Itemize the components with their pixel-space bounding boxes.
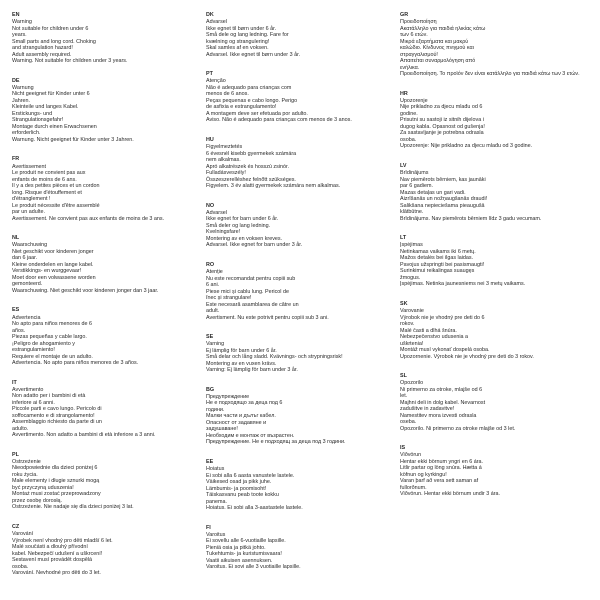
warning-text-line: Upozornenie. Výrobok nie je vhodný pre deti do 3 rokov.: [400, 353, 534, 360]
warning-text-line: Små delar och lång sladd. Kvävnings- och strypningsrisk!: [206, 354, 343, 361]
warning-text-line: Montaż musi zostać przeprowadzony: [12, 491, 101, 498]
warning-text-line: osoba.: [12, 563, 29, 570]
warning-text-line: de asfixia e estrangulamento!: [206, 104, 277, 111]
warning-section: [12, 156, 202, 222]
warning-text-line: uškrtenia!: [400, 340, 424, 347]
warning-text-line: Montáž musí vykonať dospelá osoba.: [400, 347, 490, 354]
warning-text-line: Viðvörun. Hentar ekki börnum undir 3 ára.: [400, 491, 500, 498]
warning-section: [206, 71, 396, 124]
language-code: FR: [12, 156, 20, 163]
warning-text-line: roku życia.: [12, 471, 38, 478]
warning-section: [400, 445, 590, 498]
warning-text-line: Apró alkatrészek és hosszú zsinór.: [206, 163, 289, 170]
warning-text-line: Not suitable for children under 6: [12, 25, 89, 32]
warning-text-line: Nieodpowiednie dla dzieci poniżej 6: [12, 465, 98, 472]
warning-section: [12, 78, 202, 144]
warning-text-line: Hoiatus. Ei sobi alla 3-aastastele lastele.: [206, 505, 303, 512]
warning-text-line: Avvertimento. Non adatto a bambini di età inferiore a 3 anni.: [12, 432, 156, 439]
warning-text-line: Προειδοποίηση: [400, 19, 437, 26]
warning-text-line: Kleine onderdelen en lange kabel.: [12, 261, 94, 268]
warning-text-line: Piccole parti e cavo lungo. Pericolo di: [12, 406, 102, 413]
warning-text-line: Pieniä osia ja pitkä johto.: [206, 544, 266, 551]
warning-text-line: gemonteerd.: [12, 281, 43, 288]
warning-text-line: Mažos detalės bei ilgas laidas.: [400, 255, 474, 262]
warning-text-line: Brīdinājums: [400, 170, 429, 177]
warning-text-line: menos de 6 anos.: [206, 91, 249, 98]
language-code: NO: [206, 202, 215, 209]
warning-text-line: Malé součásti a dlouhý přívodní: [12, 544, 88, 551]
warning-text-line: Figyelem. 3 év alatti gyermekek számára nem alkalmas.: [206, 183, 341, 190]
warning-text-line: Ostrzeżenie. Nie nadaje się dla dzieci poniżej 3 lat.: [12, 504, 134, 511]
warning-text-line: Jahren.: [12, 97, 30, 104]
warning-text-line: Ακατάλληλο για παιδιά ηλικίας κάτω: [400, 25, 486, 32]
warning-text-line: rokov.: [400, 321, 415, 328]
warning-text-line: Výrobek není vhodný pro děti mladší 6 let.: [12, 537, 113, 544]
warning-text-line: Advarsel: [206, 209, 227, 216]
warning-text-line: Surinkimui reikalingas suaugęs: [400, 268, 475, 275]
warning-text-line: Warnung: [12, 84, 34, 91]
warning-text-line: καλώδιο. Κίνδυνος πνιγμού και: [400, 45, 474, 52]
warning-text-line: Figyelmeztetés: [206, 144, 243, 151]
language-code: SL: [400, 373, 407, 380]
warning-text-line: Verstikkings- en wurggevaar!: [12, 268, 82, 275]
column-2: [206, 12, 396, 584]
warning-text-line: Atenție: [206, 269, 223, 276]
language-code: HU: [206, 136, 214, 143]
warning-text-line: zadušitve in zadavitve!: [400, 406, 455, 413]
language-code: BG: [206, 386, 215, 393]
warning-text-line: Nav piemērots bērniem, kas jaunāki: [400, 176, 486, 183]
warning-text-line: Įspėjimas: [400, 242, 423, 249]
warning-text-line: Atenção: [206, 78, 226, 85]
warning-text-line: Waarschuwing: [12, 242, 48, 249]
warning-text-line: Ikke egnet for barn under 6 år.: [206, 216, 279, 223]
warning-text-line: Ei sobi alla 6 aasta vanustele lastele.: [206, 472, 295, 479]
warning-text-line: Moet door een volwassene worden: [12, 274, 96, 281]
warning-text-line: Viðvörun: [400, 452, 422, 459]
warning-text-line: Väikesed osad ja pikk juhe.: [206, 479, 272, 486]
warning-text-line: Nicht geeignet für Kinder unter 6: [12, 91, 90, 98]
column-3: [400, 12, 590, 511]
warning-text-line: žmogus.: [400, 274, 421, 281]
warning-text-line: Upozorenje: Nije prikladno za djecu mlađu od 3 godine.: [400, 143, 533, 150]
language-code: NL: [12, 235, 20, 242]
warning-text-line: Не е подходящо за деца под 6: [206, 400, 283, 407]
warning-text-line: Fulladásveszély!: [206, 170, 246, 177]
warning-text-line: Small parts and long cord. Choking: [12, 38, 96, 45]
warning-text-line: 6 ani.: [206, 282, 220, 289]
language-code: SE: [206, 334, 214, 341]
warning-text-line: Le produit ne convient pas aux: [12, 170, 86, 177]
warning-text-line: Piese mici și cablu lung. Pericol de: [206, 288, 289, 295]
warning-text-line: Warnung. Nicht geeignet für Kinder unter 3 Jahren.: [12, 136, 134, 143]
warning-text-line: dan 6 jaar.: [12, 255, 38, 262]
warning-text-line: godine.: [400, 110, 418, 117]
warning-text-line: Varování: [12, 531, 34, 538]
warning-text-line: Brīdinājums. Nav piemērots bērniem līdz 3 gadu vecumam.: [400, 215, 542, 222]
warning-text-line: Warning: [12, 19, 32, 26]
warning-text-line: години.: [206, 406, 225, 413]
warning-text-line: par 6 gadiem.: [400, 183, 433, 190]
warning-text-line: Vaatii aikuisen asennuksen.: [206, 557, 273, 564]
warning-section: [12, 307, 202, 366]
language-code: PL: [12, 451, 19, 458]
warning-text-line: Tukehtumis- ja kuristumisvaara!: [206, 551, 282, 558]
warning-text-line: let.: [400, 393, 408, 400]
language-code: FI: [206, 524, 211, 531]
language-code: LT: [400, 235, 407, 242]
warning-text-line: kabel. Nebezpečí udušení a uškrcení!: [12, 550, 103, 557]
warning-text-line: years.: [12, 32, 27, 39]
warning-text-line: Upozorenje: [400, 97, 428, 104]
warning-text-line: Varování. Nevhodné pro děti do 3 let.: [12, 570, 101, 577]
warning-section: [206, 459, 396, 512]
warning-text-line: Nebezpečenstvo udusenia a: [400, 334, 469, 341]
warning-text-line: Įspėjimas. Netinka jaunesniems nei 3 metų vaikams.: [400, 281, 526, 288]
warning-text-line: być przyczyną uduszenia!: [12, 484, 74, 491]
warning-text-line: fullorðnum.: [400, 484, 427, 491]
column-1: [12, 12, 202, 590]
language-code: HR: [400, 90, 408, 97]
warning-text-line: Varan þarf að vera sett saman af: [400, 478, 479, 485]
warning-text-line: Skal samles af en voksen.: [206, 45, 269, 52]
warning-text-line: Montering av en vuxen krävs.: [206, 360, 277, 367]
warning-section: [12, 235, 202, 294]
warning-text-line: Requiere el montaje de un adulto.: [12, 353, 93, 360]
warning-text-line: Montage durch einen Erwachsenen: [12, 123, 97, 130]
warning-text-line: Litlir partar og löng snúra. Hætta á: [400, 465, 482, 472]
warning-section: [400, 301, 590, 360]
warning-text-line: and strangulation hazard!: [12, 45, 73, 52]
warning-text-line: Pavojus užspringti bei pasismaugti!: [400, 261, 485, 268]
warning-text-line: Опасност от задавяне и: [206, 419, 267, 426]
warning-text-line: Varoitus: [206, 531, 226, 538]
warning-text-line: Namestitev mora izvesti odrasla: [400, 412, 477, 419]
warning-text-line: Hoiatus: [206, 466, 225, 473]
warning-text-line: Assemblaggio richiesto da parte di un: [12, 419, 102, 426]
warning-text-line: Adult assembly required.: [12, 51, 72, 58]
warning-section: [400, 91, 590, 150]
warning-text-line: köfnun og kyrkingu!: [400, 471, 447, 478]
warning-text-line: No apto para niños menores de 6: [12, 321, 93, 328]
warning-text-line: Výrobok nie je vhodný pre deti do 6: [400, 314, 485, 321]
warning-text-line: Varning: Ej lämplig för barn under 3 år.: [206, 367, 298, 374]
warning-text-line: osoba.: [400, 136, 417, 143]
warning-text-line: Avvertimento: [12, 386, 44, 393]
warning-text-line: Mazas detaļas un gari vadi.: [400, 189, 466, 196]
warning-text-line: Netinkamas vaikams iki 6 metų.: [400, 248, 476, 255]
warning-text-line: задушаване!: [206, 426, 238, 433]
warning-text-line: Il y a des petites pièces et un cordon: [12, 183, 100, 190]
warning-text-line: Необходим е монтаж от възрастен.: [206, 432, 295, 439]
warning-text-line: enfants de moins de 6 ans.: [12, 176, 77, 183]
warning-text-line: 6 évesnél kisebb gyermekek számára: [206, 150, 297, 157]
warning-text-line: Advarsel. Ikke egnet til børn under 3 år.: [206, 51, 301, 58]
warning-text-line: Małe elementy i długie sznurki mogą: [12, 478, 100, 485]
warning-text-line: Avertissement: [12, 163, 47, 170]
language-code: IT: [12, 379, 17, 386]
language-code: EE: [206, 458, 214, 465]
warning-text-line: klātbūtne.: [400, 209, 424, 216]
language-code: DK: [206, 12, 214, 18]
warning-text-line: Warning. Not suitable for children under 3 years.: [12, 58, 128, 65]
warning-text-line: Täiskasvanu peab toote kokku: [206, 492, 279, 499]
language-code: RO: [206, 261, 215, 268]
warning-section: [206, 262, 396, 321]
warning-section: [12, 452, 202, 511]
warning-text-line: Απαιτείται συναρμολόγηση από: [400, 58, 476, 65]
language-code: LV: [400, 162, 407, 169]
warning-section: [206, 203, 396, 249]
warning-text-line: Opozorilo. Ni primerno za otroke mlajše od 3 let.: [400, 425, 516, 432]
warning-text-line: adulto.: [12, 425, 29, 432]
warning-text-line: Niet geschikt voor kinderen jonger: [12, 248, 94, 255]
warning-text-line: Összeszerelléshez felnőtt szükséges.: [206, 176, 296, 183]
warning-text-line: înec și strangulare!: [206, 295, 252, 302]
warning-text-line: Små dele og lang ledning. Fare for: [206, 32, 289, 39]
warning-text-line: Ostrzeżenie: [12, 458, 41, 465]
warning-text-line: στραγγαλισμού!: [400, 51, 438, 58]
warning-text-line: Salikšana nepieciešama pieaugušā: [400, 202, 485, 209]
language-code: ES: [12, 307, 20, 314]
warning-section: [206, 334, 396, 374]
warning-text-line: Piezas pequeñas y cable largo.: [12, 334, 87, 341]
warning-section: [206, 525, 396, 571]
warning-text-line: Aizrīšanās un nožņaugšanās draudi!: [400, 196, 488, 203]
warning-text-line: Waarschuwing. Niet geschikt voor kinderen jonger dan 3 jaar.: [12, 287, 159, 294]
warning-text-line: Lämbumis- ja poomisoht!: [206, 485, 267, 492]
warning-text-line: d'étranglement !: [12, 196, 51, 203]
warning-text-line: Hentar ekki börnum yngri en 6 ára.: [400, 458, 483, 465]
warning-text-line: Montering av en voksen kreves.: [206, 235, 283, 242]
warning-text-line: Majhni deli in dolg kabel. Nevarnost: [400, 399, 486, 406]
warning-text-line: ¡Peligro de ahogamiento y: [12, 340, 75, 347]
warning-text-line: Nije prikladno za djecu mlađu od 6: [400, 104, 483, 111]
warning-text-line: kvælning og strangulering!: [206, 38, 270, 45]
warning-text-line: Μικρά εξαρτήματα και μακρύ: [400, 38, 469, 45]
warning-text-line: Προειδοποίηση. Το προϊόν δεν είναι κατάλληλο για παιδιά κάτω των 3 ετών.: [400, 71, 580, 78]
warning-text-line: Varovanie: [400, 308, 424, 315]
warning-text-line: Nu este recomandat pentru copiii sub: [206, 275, 296, 282]
warning-text-line: Non adatto per i bambini di età: [12, 393, 86, 400]
language-code: CZ: [12, 523, 20, 530]
warning-text-line: przez osobę dorosłą.: [12, 497, 63, 504]
language-code: IS: [400, 445, 406, 452]
warning-text-line: dugog kabla. Opasnost od gušenja!: [400, 123, 485, 130]
warning-section: [400, 235, 590, 288]
warning-text-line: Strangulationsgefahr!: [12, 117, 64, 124]
warning-section: [12, 12, 202, 65]
warning-text-line: long. Risque d'étouffement et: [12, 189, 82, 196]
warning-text-line: Sestavení musí provádět dospělá: [12, 557, 93, 564]
language-code: GR: [400, 12, 409, 18]
warning-text-line: Advarsel. Ikke egnet for barn under 3 år.: [206, 242, 303, 249]
warning-text-line: nem alkalmas.: [206, 157, 241, 164]
warning-text-line: Opozorilo: [400, 380, 424, 387]
warning-section: [206, 137, 396, 190]
warning-text-line: ενήλικα.: [400, 64, 420, 71]
warning-section: [400, 163, 590, 222]
language-code: DE: [12, 77, 20, 84]
warning-text-line: Aviso. Não é adequado para crianças com menos de 3 anos.: [206, 117, 352, 124]
warning-text-line: adult.: [206, 308, 220, 315]
warning-text-line: Peças pequenas e cabo longo. Perigo: [206, 97, 298, 104]
warning-text-line: Za sastavljanje je potrebna odrasla: [400, 130, 484, 137]
warning-section: [12, 380, 202, 439]
warning-text-line: Avertissement. Ne convient pas aux enfants de moins de 3 ans.: [12, 215, 165, 222]
warning-text-line: Малки части и дълъг кабел.: [206, 413, 276, 420]
warning-section: [206, 387, 396, 446]
warning-text-line: Предупреждение. Не е подходящ за деца под 3 години.: [206, 439, 346, 446]
warning-text-line: Advertencia: [12, 314, 41, 321]
warning-text-line: inferiore ai 6 anni.: [12, 399, 55, 406]
warning-text-line: Предупреждение: [206, 393, 250, 400]
warning-text-line: των 6 ετών.: [400, 32, 428, 39]
language-code: EN: [12, 12, 20, 18]
warning-section: [400, 12, 590, 78]
warning-text-line: Kvelningsfare!: [206, 229, 241, 236]
language-code: SK: [400, 300, 408, 307]
warning-text-line: estrangulamiento!: [12, 347, 55, 354]
warning-text-line: Advertencia. No apto para niños menores de 3 años.: [12, 360, 139, 367]
warning-text-line: A montagem deve ser efetuada por adulto.: [206, 110, 308, 117]
warning-text-line: soffocamento e di strangolamento!: [12, 412, 95, 419]
warning-text-line: Le produit nécessite d'être assemblé: [12, 202, 100, 209]
warning-text-line: Ikke egnet til børn under 6 år.: [206, 25, 277, 32]
warning-text-line: panema.: [206, 498, 227, 505]
warning-text-line: Kleinteile und langes Kabel.: [12, 104, 79, 111]
warning-text-line: Ej lämplig för barn under 6 år.: [206, 347, 277, 354]
warning-section: [206, 12, 396, 58]
warning-text-line: par un adulte.: [12, 209, 45, 216]
warning-text-line: Não é adequado para crianças com: [206, 84, 292, 91]
warning-text-line: Este necesară asamblarea de către un: [206, 301, 299, 308]
warning-text-line: Små deler og lang ledning.: [206, 222, 271, 229]
warning-text-line: erforderlich.: [12, 130, 41, 137]
warning-text-line: oseba.: [400, 419, 417, 426]
language-code: PT: [206, 71, 213, 78]
warning-text-line: Prisutni su sastoji iz sitnih dijelova i: [400, 117, 484, 124]
warning-section: [12, 524, 202, 577]
warning-section: [400, 373, 590, 432]
warning-text-line: Advarsel: [206, 19, 227, 26]
warning-text-line: Varoitus. Ei sovi alle 3 vuotiaille lapsille.: [206, 564, 301, 571]
warning-text-line: Ni primerno za otroke, mlajše od 6: [400, 386, 483, 393]
warning-text-line: Varning: [206, 341, 225, 348]
warning-text-line: Avertisment. Nu este potrivit pentru copiii sub 3 ani.: [206, 314, 329, 321]
warning-text-line: Malé časti a dlhá šnúra.: [400, 327, 457, 334]
warning-text-line: Erstickungs- und: [12, 110, 53, 117]
warning-text-line: Ei sovellu alle 6-vuotiaille lapsille.: [206, 538, 286, 545]
warning-text-line: años.: [12, 327, 26, 334]
